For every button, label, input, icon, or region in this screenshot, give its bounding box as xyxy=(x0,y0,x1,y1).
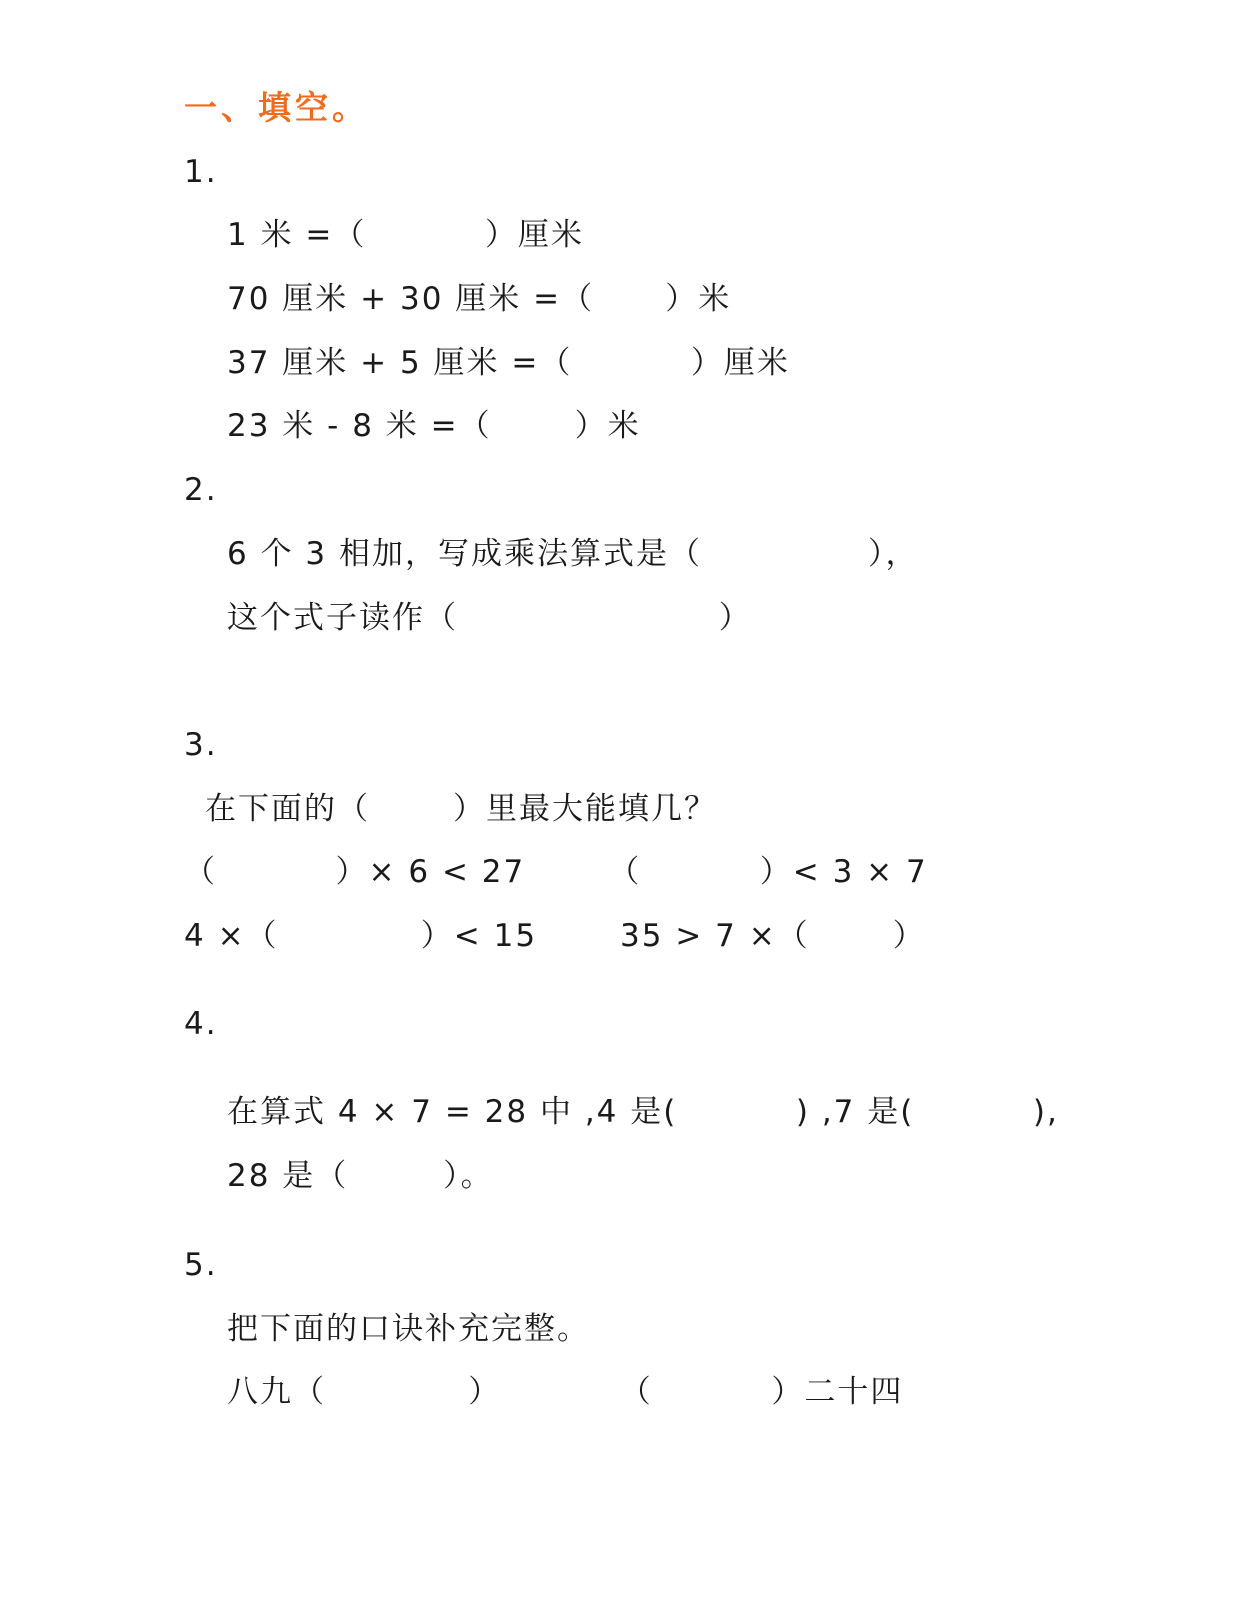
question-number: 1. xyxy=(184,154,218,190)
question-line: 在下面的（ ）里最大能填几？ xyxy=(205,791,717,827)
question-line: 23 米 - 8 米 =（ ）米 xyxy=(227,408,641,444)
question-line: （ ）× 6 < 27 （ ）< 3 × 7 xyxy=(184,854,928,890)
question-line: 70 厘米 + 30 厘米 =（ ）米 xyxy=(227,281,732,317)
question-line: 在算式 4 × 7 = 28 中 ,4 是( ) ,7 是( ), xyxy=(227,1094,1059,1130)
question-line: 1 米 =（ ）厘米 xyxy=(227,217,584,253)
section-title: 一、填空。 xyxy=(184,88,369,127)
question-number: 3. xyxy=(184,727,218,763)
question-line: 这个式子读作（ ） xyxy=(227,600,752,636)
question-line: 28 是（ ）。 xyxy=(227,1158,494,1194)
question-line: 八九（ ） （ ）二十四 xyxy=(227,1374,904,1410)
question-number: 2. xyxy=(184,472,218,508)
question-line: 4 ×（ ）< 15 35 > 7 ×（ ） xyxy=(184,918,926,954)
question-number: 5. xyxy=(184,1247,218,1283)
question-line: 6 个 3 相加，写成乘法算式是（ ）， xyxy=(227,536,919,572)
question-line: 37 厘米 + 5 厘米 =（ ）厘米 xyxy=(227,345,790,381)
question-line: 把下面的口诀补充完整。 xyxy=(227,1311,590,1347)
question-number: 4. xyxy=(184,1006,218,1042)
